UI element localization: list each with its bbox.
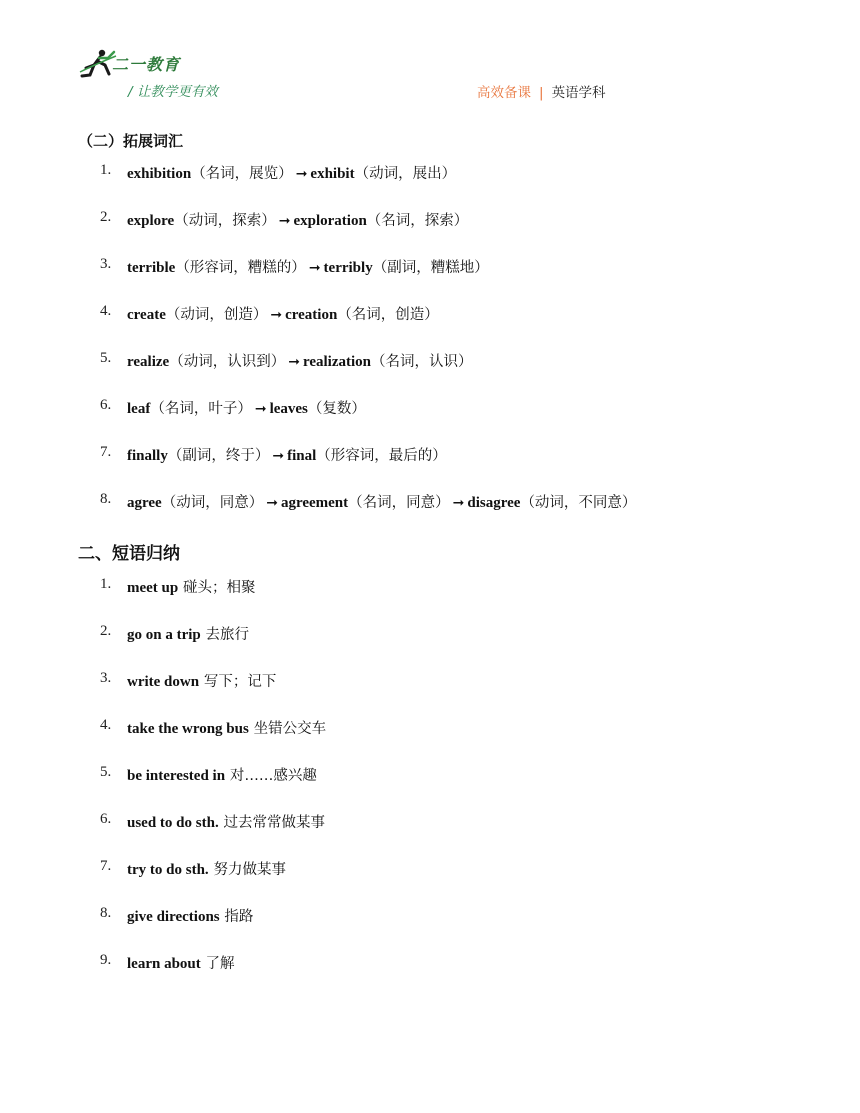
word: create	[127, 307, 166, 323]
item-number: 8.	[100, 491, 112, 507]
phrase: give directions	[127, 909, 220, 925]
derived-word: exploration	[293, 213, 367, 229]
logo-text: 二一教育	[112, 55, 181, 74]
header-subject	[477, 81, 606, 101]
word: finally	[127, 448, 168, 464]
derived-word: realization	[302, 354, 371, 370]
item-number: 4.	[100, 303, 112, 319]
derived-word: leaves	[269, 401, 308, 417]
item-number: 4.	[100, 717, 112, 733]
item-number: 7.	[100, 858, 112, 874]
item-number: 5.	[100, 764, 112, 780]
item-number: 7.	[100, 444, 112, 460]
phrase-meaning: 对……感兴趣	[229, 768, 317, 784]
word-note: （动词，同意）	[161, 495, 264, 511]
item-number: 6.	[100, 811, 112, 827]
phrase-meaning: 写下；记下	[203, 674, 277, 690]
item-number: 2.	[100, 209, 112, 225]
phrase: take the wrong bus	[127, 721, 249, 737]
arrow-right-icon: ➞	[270, 307, 283, 323]
phrases-section-title: 二、短语归纳	[78, 544, 180, 564]
item-number: 3.	[100, 670, 112, 686]
derived-note: （名词，认识）	[370, 354, 473, 370]
arrow-right-icon: ➞	[266, 495, 278, 511]
word: leaf	[127, 401, 151, 417]
arrow-right-icon: ➞	[288, 354, 300, 370]
derived-note: （动词，展出）	[354, 166, 457, 182]
derived-note: （名词，同意）	[348, 495, 450, 511]
header-label-prep: 高效备课	[477, 85, 531, 101]
header-separator: |	[539, 85, 544, 101]
derived-word: creation	[285, 307, 338, 323]
derived-word: exhibit	[310, 166, 355, 182]
arrow-right-icon: ➞	[308, 260, 321, 276]
phrase-meaning: 去旅行	[205, 627, 250, 643]
word: explore	[127, 213, 175, 229]
item-number: 1.	[100, 162, 112, 178]
derived-note: （名词，创造）	[337, 307, 439, 323]
derived-word: final	[287, 448, 317, 464]
item-number: 8.	[100, 905, 112, 921]
word-note: （名词，叶子）	[150, 401, 252, 417]
phrase: go on a trip	[127, 627, 201, 643]
derived-word: agreement	[280, 495, 349, 511]
phrase-meaning: 了解	[205, 956, 235, 972]
word-note: （形容词，糟糕的）	[175, 260, 306, 276]
phrase: learn about	[127, 956, 201, 972]
word: realize	[127, 354, 170, 370]
derived-note: （动词，不同意）	[520, 495, 637, 511]
derived-word: terribly	[323, 260, 373, 276]
word: exhibition	[127, 166, 192, 182]
slogan: / 让教学更有效	[128, 84, 218, 100]
page-header	[0, 0, 860, 110]
phrase-meaning: 过去常常做某事	[223, 815, 325, 831]
phrase-meaning: 碰头；相聚	[183, 580, 256, 596]
item-number: 1.	[100, 576, 112, 592]
word-note: （动词，认识到）	[169, 354, 286, 370]
arrow-right-icon: ➞	[452, 495, 465, 511]
phrase-meaning: 指路	[224, 909, 254, 925]
phrase: write down	[127, 674, 200, 690]
derived-note: （形容词，最后的）	[316, 448, 447, 464]
phrase: try to do sth.	[127, 862, 209, 878]
item-number: 6.	[100, 397, 112, 413]
arrow-right-icon: ➞	[272, 448, 285, 464]
header-label-subject: 英语学科	[551, 85, 606, 101]
vocab-section-title: （二）拓展词汇	[78, 132, 184, 150]
item-number: 2.	[100, 623, 112, 639]
phrase-meaning: 努力做某事	[213, 862, 286, 878]
phrase: meet up	[127, 580, 179, 596]
phrase: used to do sth.	[127, 815, 219, 831]
word: agree	[127, 495, 162, 511]
word-note: （副词，终于）	[167, 448, 270, 464]
phrase-meaning: 坐错公交车	[253, 721, 327, 737]
phrase: be interested in	[127, 768, 226, 784]
derived-note: （名词，探索）	[366, 213, 469, 229]
item-number: 5.	[100, 350, 112, 366]
arrow-right-icon: ➞	[254, 401, 267, 417]
derived-note: （副词，糟糕地）	[372, 260, 489, 276]
item-number: 9.	[100, 952, 112, 968]
word: terrible	[127, 260, 176, 276]
arrow-right-icon: ➞	[278, 213, 291, 229]
word-note: （动词，创造）	[165, 307, 268, 323]
derived-note: （复数）	[307, 401, 366, 417]
item-number: 3.	[100, 256, 112, 272]
word-note: （动词，探索）	[174, 213, 276, 229]
word-note: （名词，展览）	[191, 166, 293, 182]
derived-word: disagree	[467, 495, 521, 511]
arrow-right-icon: ➞	[295, 166, 308, 182]
